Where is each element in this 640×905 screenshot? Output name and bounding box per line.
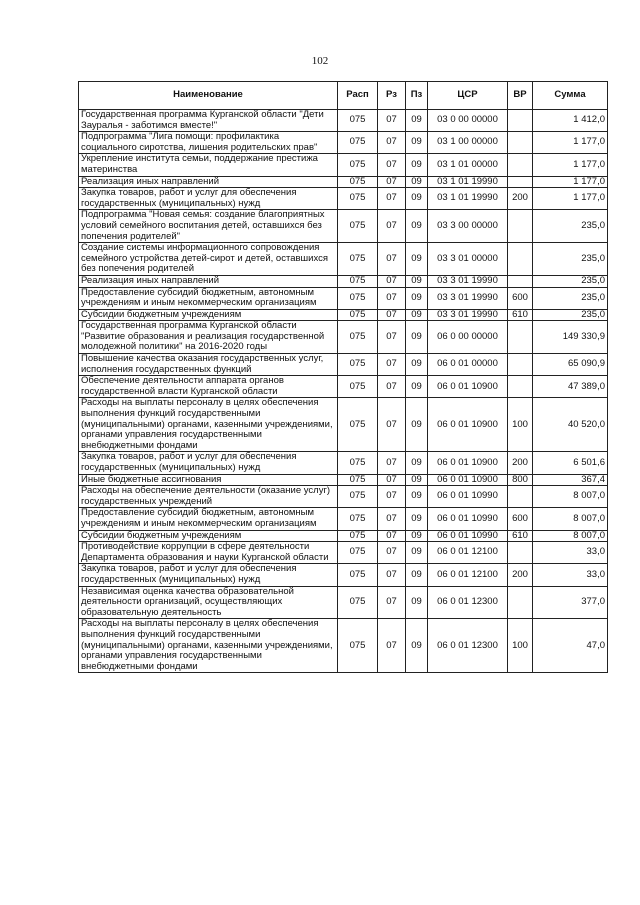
row-pz: 09 [406, 530, 428, 542]
row-sum: 1 412,0 [533, 110, 608, 132]
row-rz: 07 [378, 110, 406, 132]
row-pz: 09 [406, 619, 428, 673]
row-pz: 09 [406, 154, 428, 176]
row-vr: 100 [508, 398, 533, 452]
row-sum: 235,0 [533, 275, 608, 287]
row-sum: 65 090,9 [533, 354, 608, 376]
row-csr: 03 1 01 00000 [428, 154, 508, 176]
row-vr: 610 [508, 530, 533, 542]
header-rz: Рз [378, 82, 406, 110]
row-name: Расходы на выплаты персоналу в целях обеспечения выполнения функций государственными (муниципальными) органами, казенными учреждениями, органами управления государственными внебюджетными фондами [79, 398, 338, 452]
row-rz: 07 [378, 542, 406, 564]
table-row [79, 154, 608, 176]
row-sum: 1 177,0 [533, 154, 608, 176]
row-sum: 40 520,0 [533, 398, 608, 452]
row-rasp: 075 [338, 243, 378, 276]
row-name: Предоставление субсидий бюджетным, автономным учреждениям и иным некоммерческим организациям [79, 287, 338, 309]
row-sum: 235,0 [533, 309, 608, 321]
row-pz: 09 [406, 188, 428, 210]
row-rasp: 075 [338, 452, 378, 474]
row-name: Повышение качества оказания государственных услуг, исполнения государственных функций [79, 354, 338, 376]
row-name: Государственная программа Курганской области "Дети Зауралья - заботимся вместе!" [79, 110, 338, 132]
row-rasp: 075 [338, 542, 378, 564]
row-vr [508, 586, 533, 619]
row-vr [508, 176, 533, 188]
row-csr: 03 1 01 19990 [428, 176, 508, 188]
row-vr: 600 [508, 287, 533, 309]
row-pz: 09 [406, 354, 428, 376]
row-csr: 03 3 01 19990 [428, 287, 508, 309]
row-pz: 09 [406, 275, 428, 287]
row-pz: 09 [406, 110, 428, 132]
row-vr: 200 [508, 188, 533, 210]
row-vr [508, 376, 533, 398]
row-sum: 8 007,0 [533, 486, 608, 508]
row-csr: 06 0 01 10900 [428, 474, 508, 486]
row-vr: 200 [508, 564, 533, 586]
row-rz: 07 [378, 188, 406, 210]
row-vr [508, 154, 533, 176]
row-vr [508, 132, 533, 154]
row-rz: 07 [378, 398, 406, 452]
row-vr: 600 [508, 508, 533, 530]
table-row [79, 486, 608, 508]
row-name: Закупка товаров, работ и услуг для обеспечения государственных (муниципальных) нужд [79, 452, 338, 474]
row-sum: 47 389,0 [533, 376, 608, 398]
row-name: Субсидии бюджетным учреждениям [79, 530, 338, 542]
row-pz: 09 [406, 210, 428, 243]
row-rasp: 075 [338, 110, 378, 132]
row-csr: 06 0 01 10900 [428, 398, 508, 452]
table-row [79, 287, 608, 309]
header-csr: ЦСР [428, 82, 508, 110]
row-pz: 09 [406, 586, 428, 619]
row-rasp: 075 [338, 486, 378, 508]
row-pz: 09 [406, 542, 428, 564]
row-csr: 06 0 01 12100 [428, 542, 508, 564]
row-pz: 09 [406, 508, 428, 530]
row-pz: 09 [406, 376, 428, 398]
row-rz: 07 [378, 154, 406, 176]
row-name: Независимая оценка качества образовательной деятельности организаций, осуществляющих образовательную деятельность [79, 586, 338, 619]
table-row [79, 275, 608, 287]
row-sum: 33,0 [533, 564, 608, 586]
row-sum: 235,0 [533, 243, 608, 276]
row-rasp: 075 [338, 132, 378, 154]
row-csr: 03 1 01 19990 [428, 188, 508, 210]
row-csr: 06 0 01 12300 [428, 586, 508, 619]
table-row [79, 309, 608, 321]
row-rasp: 075 [338, 564, 378, 586]
row-sum: 1 177,0 [533, 176, 608, 188]
row-csr: 06 0 01 10990 [428, 508, 508, 530]
row-csr: 03 1 00 00000 [428, 132, 508, 154]
table-row [79, 188, 608, 210]
table-row [79, 321, 608, 354]
row-sum: 235,0 [533, 210, 608, 243]
row-pz: 09 [406, 398, 428, 452]
row-csr: 06 0 01 10990 [428, 486, 508, 508]
table-row [79, 176, 608, 188]
row-name: Иные бюджетные ассигнования [79, 474, 338, 486]
row-rz: 07 [378, 243, 406, 276]
row-rz: 07 [378, 321, 406, 354]
row-rasp: 075 [338, 275, 378, 287]
row-name: Укрепление института семьи, поддержание престижа материнства [79, 154, 338, 176]
table-row [79, 508, 608, 530]
budget-table [78, 81, 608, 673]
row-rasp: 075 [338, 398, 378, 452]
table-row [79, 542, 608, 564]
row-rasp: 075 [338, 376, 378, 398]
row-name: Предоставление субсидий бюджетным, автономным учреждениям и иным некоммерческим организациям [79, 508, 338, 530]
row-rasp: 075 [338, 530, 378, 542]
row-pz: 09 [406, 176, 428, 188]
row-rz: 07 [378, 354, 406, 376]
row-vr [508, 321, 533, 354]
table-row [79, 474, 608, 486]
row-rasp: 075 [338, 586, 378, 619]
row-rasp: 075 [338, 354, 378, 376]
table-row [79, 110, 608, 132]
row-sum: 8 007,0 [533, 530, 608, 542]
row-rz: 07 [378, 586, 406, 619]
row-vr [508, 210, 533, 243]
row-vr [508, 110, 533, 132]
row-rz: 07 [378, 210, 406, 243]
row-pz: 09 [406, 452, 428, 474]
row-name: Расходы на выплаты персоналу в целях обеспечения выполнения функций государственными (муниципальными) органами, казенными учреждениями, органами управления государственными внебюджетными фондами [79, 619, 338, 673]
row-sum: 6 501,6 [533, 452, 608, 474]
row-rz: 07 [378, 619, 406, 673]
row-csr: 06 0 01 12100 [428, 564, 508, 586]
table-row [79, 376, 608, 398]
row-rz: 07 [378, 275, 406, 287]
row-csr: 03 3 01 00000 [428, 243, 508, 276]
row-vr: 100 [508, 619, 533, 673]
row-pz: 09 [406, 243, 428, 276]
row-csr: 03 0 00 00000 [428, 110, 508, 132]
row-name: Расходы на обеспечение деятельности (оказание услуг) государственных учреждений [79, 486, 338, 508]
row-pz: 09 [406, 132, 428, 154]
row-sum: 1 177,0 [533, 132, 608, 154]
row-sum: 235,0 [533, 287, 608, 309]
row-sum: 47,0 [533, 619, 608, 673]
table-row [79, 586, 608, 619]
row-sum: 377,0 [533, 586, 608, 619]
page-number: 102 [311, 55, 329, 67]
row-rz: 07 [378, 132, 406, 154]
table-row [79, 619, 608, 673]
row-rz: 07 [378, 287, 406, 309]
row-rz: 07 [378, 564, 406, 586]
table-row [79, 398, 608, 452]
row-csr: 06 0 01 00000 [428, 354, 508, 376]
row-rasp: 075 [338, 210, 378, 243]
header-vr: ВР [508, 82, 533, 110]
row-rasp: 075 [338, 321, 378, 354]
row-vr [508, 275, 533, 287]
row-pz: 09 [406, 486, 428, 508]
row-pz: 09 [406, 474, 428, 486]
row-rasp: 075 [338, 188, 378, 210]
table-row [79, 354, 608, 376]
row-vr [508, 354, 533, 376]
row-rasp: 075 [338, 508, 378, 530]
row-rasp: 075 [338, 154, 378, 176]
table-header-row [79, 82, 608, 110]
row-rasp: 075 [338, 619, 378, 673]
row-csr: 03 3 01 19990 [428, 275, 508, 287]
row-vr: 200 [508, 452, 533, 474]
row-sum: 149 330,9 [533, 321, 608, 354]
row-vr [508, 542, 533, 564]
row-csr: 06 0 01 12300 [428, 619, 508, 673]
table-row [79, 530, 608, 542]
row-rz: 07 [378, 452, 406, 474]
table-row [79, 564, 608, 586]
row-rasp: 075 [338, 474, 378, 486]
row-vr [508, 486, 533, 508]
row-rasp: 075 [338, 176, 378, 188]
header-rasp: Расп [338, 82, 378, 110]
row-sum: 33,0 [533, 542, 608, 564]
table-row [79, 243, 608, 276]
row-vr [508, 243, 533, 276]
row-name: Государственная программа Курганской области "Развитие образования и реализация государственной молодежной политики" на 2016-2020 годы [79, 321, 338, 354]
row-csr: 06 0 00 00000 [428, 321, 508, 354]
row-csr: 06 0 01 10900 [428, 376, 508, 398]
header-pz: Пз [406, 82, 428, 110]
row-name: Подпрограмма "Новая семья: создание благоприятных условий семейного воспитания детей, оставшихся без попечения родителей" [79, 210, 338, 243]
row-csr: 06 0 01 10900 [428, 452, 508, 474]
row-sum: 8 007,0 [533, 508, 608, 530]
row-name: Закупка товаров, работ и услуг для обеспечения государственных (муниципальных) нужд [79, 564, 338, 586]
row-sum: 367,4 [533, 474, 608, 486]
row-pz: 09 [406, 321, 428, 354]
row-name: Реализация иных направлений [79, 275, 338, 287]
row-rz: 07 [378, 474, 406, 486]
row-rz: 07 [378, 309, 406, 321]
row-name: Создание системы информационного сопровождения семейного устройства детей-сирот и детей, оставшихся без попечения родителей [79, 243, 338, 276]
table-row [79, 132, 608, 154]
row-rz: 07 [378, 376, 406, 398]
row-rz: 07 [378, 176, 406, 188]
header-sum: Сумма [533, 82, 608, 110]
row-name: Реализация иных направлений [79, 176, 338, 188]
row-pz: 09 [406, 309, 428, 321]
row-name: Субсидии бюджетным учреждениям [79, 309, 338, 321]
row-name: Противодействие коррупции в сфере деятельности Департамента образования и науки Курганской области [79, 542, 338, 564]
row-rz: 07 [378, 486, 406, 508]
table-row [79, 452, 608, 474]
row-csr: 06 0 01 10990 [428, 530, 508, 542]
row-rz: 07 [378, 508, 406, 530]
row-sum: 1 177,0 [533, 188, 608, 210]
row-csr: 03 3 00 00000 [428, 210, 508, 243]
row-vr: 800 [508, 474, 533, 486]
row-csr: 03 3 01 19990 [428, 309, 508, 321]
row-vr: 610 [508, 309, 533, 321]
row-rz: 07 [378, 530, 406, 542]
row-rasp: 075 [338, 287, 378, 309]
row-name: Подпрограмма "Лига помощи: профилактика социального сиротства, лишения родительских прав" [79, 132, 338, 154]
row-name: Обеспечение деятельности аппарата органов государственной власти Курганской области [79, 376, 338, 398]
row-pz: 09 [406, 287, 428, 309]
row-pz: 09 [406, 564, 428, 586]
table-row [79, 210, 608, 243]
row-name: Закупка товаров, работ и услуг для обеспечения государственных (муниципальных) нужд [79, 188, 338, 210]
row-rasp: 075 [338, 309, 378, 321]
header-name: Наименование [79, 82, 338, 110]
